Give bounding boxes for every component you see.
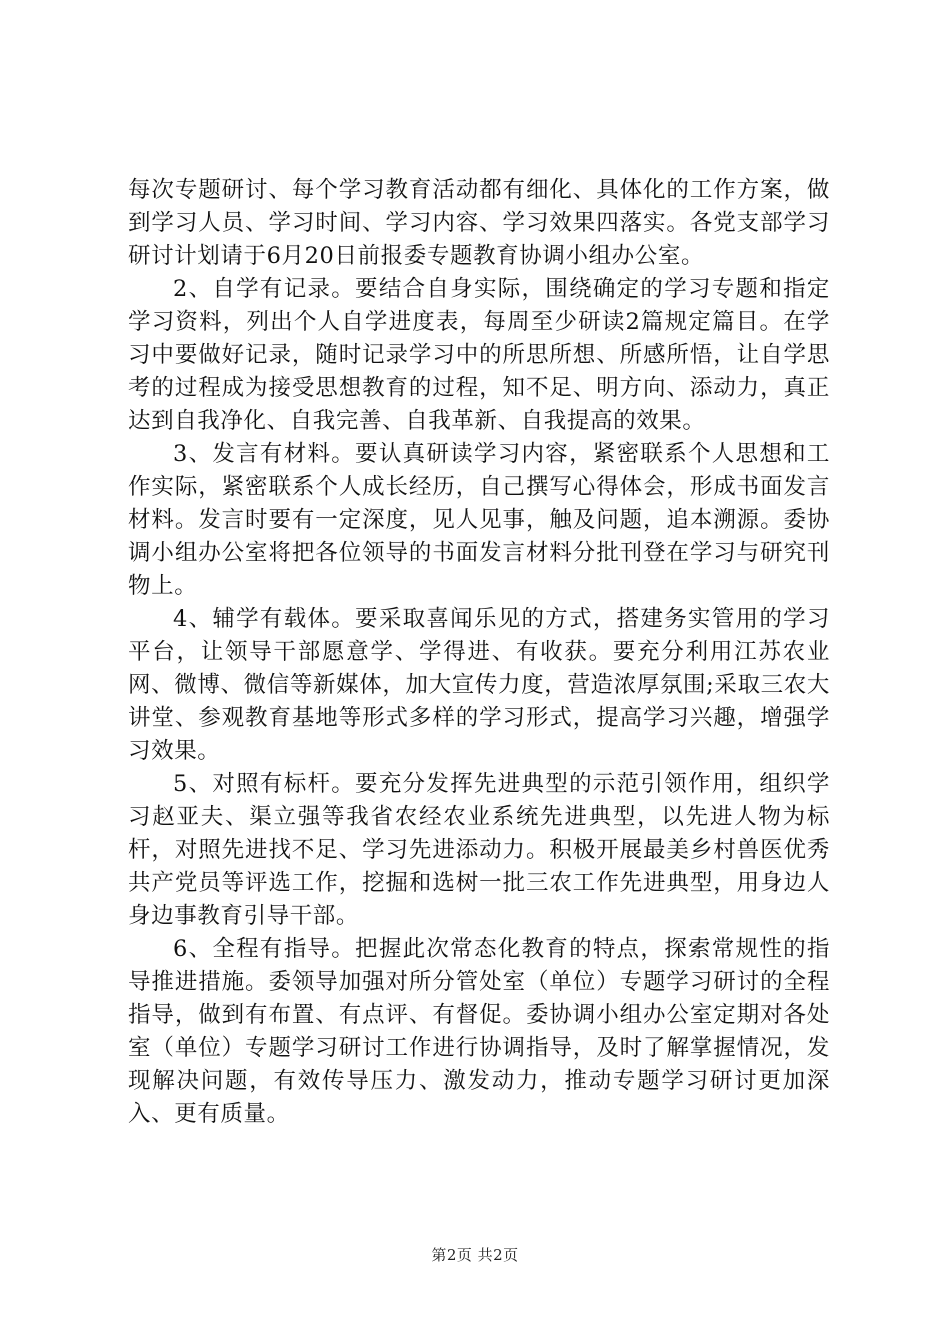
paragraph-speech-material: 3、发言有材料。要认真研读学习内容，紧密联系个人思想和工作实际，紧密联系个人成长经历，自己撰写心得体会，形成书面发言材料。发言时要有一定深度，见人见事，触及问题，追本溯源。委协调小组办公室将把各位领导的书面发言材料分批刊登在学习与研究刊物上。 [128,441,830,599]
paragraph-benchmark: 5、对照有标杆。要充分发挥先进典型的示范引领作用，组织学习赵亚夫、渠立强等我省农经农业系统先进典型，以先进人物为标杆，对照先进找不足、学习先进添动力。积极开展最美乡村兽医优秀共产党员等评选工作，挖掘和选树一批三农工作先进典型，用身边人身边事教育引导干部。 [128,771,830,929]
paragraph-self-study: 2、自学有记录。要结合自身实际，围绕确定的学习专题和指定学习资料，列出个人自学进度表，每周至少研读2篇规定篇目。在学习中要做好记录，随时记录学习中的所思所想、所感所悟，让自学思考的过程成为接受思想教育的过程，知不足、明方向、添动力，真正达到自我净化、自我完善、自我革新、自我提高的效果。 [128,276,830,434]
page-number-footer: 第2页 共2页 [431,1246,519,1264]
document-body [128,174,830,1131]
paragraph-continued: 每次专题研讨、每个学习教育活动都有细化、具体化的工作方案，做到学习人员、学习时间、学习内容、学习效果四落实。各党支部学习研讨计划请于6月20日前报委专题教育协调小组办公室。 [128,177,830,269]
paragraph-study-carrier: 4、辅学有载体。要采取喜闻乐见的方式，搭建务实管用的学习平台，让领导干部愿意学、学得进、有收获。要充分利用江苏农业网、微博、微信等新媒体，加大宣传力度，营造浓厚氛围;采取三农大讲堂、参观教育基地等形式多样的学习形式，提高学习兴趣，增强学习效果。 [128,606,830,764]
paragraph-guidance: 6、全程有指导。把握此次常态化教育的特点，探索常规性的指导推进措施。委领导加强对所分管处室（单位）专题学习研讨的全程指导，做到有布置、有点评、有督促。委协调小组办公室定期对各处室（单位）专题学习研讨工作进行协调指导，及时了解掌握情况，发现解决问题，有效传导压力、激发动力，推动专题学习研讨更加深入、更有质量。 [128,936,830,1127]
